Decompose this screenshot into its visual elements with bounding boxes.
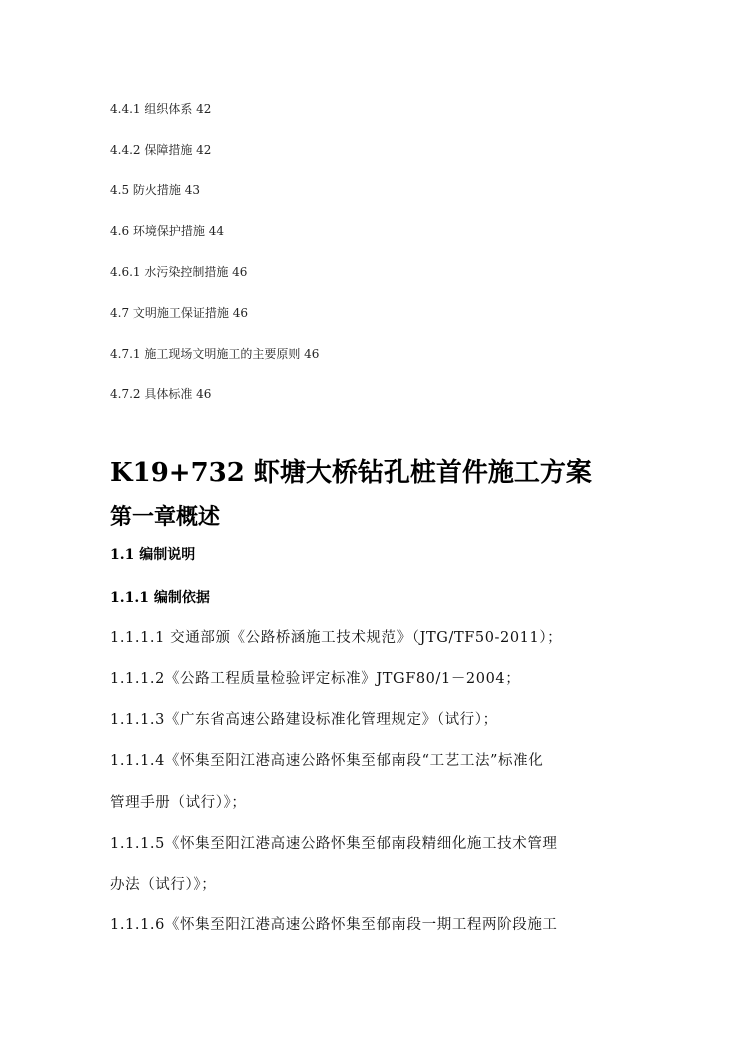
- body-text-line: 1.1.1.1 交通部颁《公路桥涵施工技术规范》（JTG/TF50-2011）；: [110, 630, 563, 646]
- toc-entry: 4.6 环境保护措施 44: [110, 224, 224, 238]
- toc-entry: 4.7.2 具体标准 46: [110, 387, 212, 401]
- chapter-heading: 第一章概述: [110, 504, 221, 530]
- toc-entry: 4.4.1 组织体系 42: [110, 102, 212, 116]
- body-text-line: 1.1.1.2《公路工程质量检验评定标准》JTGF80/1－2004；: [110, 671, 521, 687]
- toc-entry: 4.4.2 保障措施 42: [110, 143, 212, 157]
- toc-entry: 4.7.1 施工现场文明施工的主要原则 46: [110, 347, 320, 361]
- body-text-line: 1.1.1.4《怀集至阳江港高速公路怀集至郁南段“工艺工法”标准化: [110, 753, 544, 769]
- section-heading-1-1-1: 1.1.1 编制依据: [110, 590, 210, 606]
- body-text-line: 1.1.1.6《怀集至阳江港高速公路怀集至郁南段一期工程两阶段施工: [110, 917, 558, 933]
- toc-entry: 4.5 防火措施 43: [110, 183, 200, 197]
- section-heading-1-1: 1.1 编制说明: [110, 547, 196, 563]
- body-text-line: 管理手册（试行）》；: [110, 795, 247, 811]
- body-text-line: 办法（试行）》；: [110, 877, 217, 893]
- body-text-line: 1.1.1.3《广东省高速公路建设标准化管理规定》（试行）；: [110, 712, 498, 728]
- toc-entry: 4.6.1 水污染控制措施 46: [110, 265, 248, 279]
- document-title: K19+732 虾塘大桥钻孔桩首件施工方案: [110, 458, 592, 488]
- toc-entry: 4.7 文明施工保证措施 46: [110, 306, 248, 320]
- body-text-line: 1.1.1.5《怀集至阳江港高速公路怀集至郁南段精细化施工技术管理: [110, 836, 558, 852]
